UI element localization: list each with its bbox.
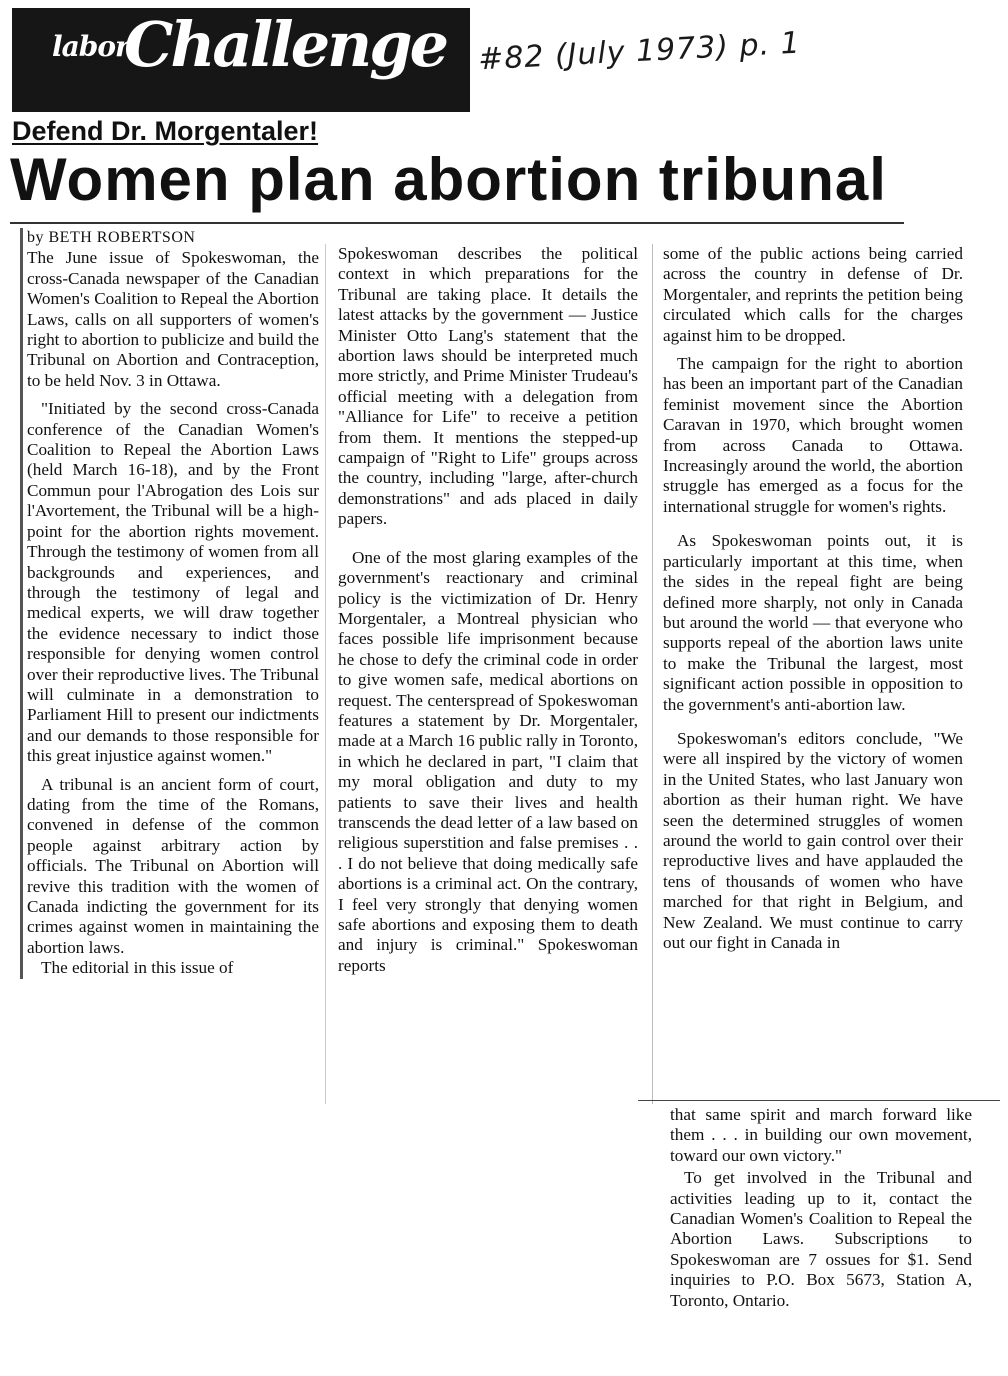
paragraph: A tribunal is an ancient form of court, dating from the time of the Romans, convened in defense of the common people against arbitrary action by officials. The Tribunal on Abortion will revive this tradition with the women of Canada indicting the government for its crimes against women in maintaining the abortion laws. xyxy=(27,774,319,957)
paragraph: One of the most glaring examples of the government's reactionary and criminal policy is the victimization of Dr. Henry Morgentaler, a Montreal physician who faces possible life imprisonment because he chose to defy the criminal code in order to give women safe, medical abortions on request. The centerspread of Spokeswoman features a statement by Dr. Morgentaler, made at a March 16 public rally in Toronto, in which he declared in part, "I claim that my moral obligation and duty to my patients to save their lives and health transcends the dead letter of a law based on religious superstition and false premises . . . I do not believe that doing medically safe abortions is a criminal act. On the contrary, I feel very strongly that denying women safe abortions and exposing them to death and injury is criminal." Spokeswoman reports xyxy=(338,547,638,975)
paragraph: The June issue of Spokeswoman, the cross-Canada newspaper of the Canadian Women's Coalition to Repeal the Abortion Laws, calls on all supporters of women's right to abortion to publicize and build the Tribunal on Abortion and Contraception, to be held Nov. 3 in Ottawa. xyxy=(27,248,319,390)
paragraph: that same spirit and march forward like them . . . in building our own movement, toward our own victory." xyxy=(670,1105,972,1165)
headline-rule xyxy=(10,222,904,224)
paragraph: Spokeswoman's editors conclude, "We were all inspired by the victory of women in the United States, who last January won abortion as their human right. We have seen the determined struggles of women around the world to gain control over their reproductive lives and have applauded the tens of thousands of women who have marched for that right in Belgium, and New Zealand. We must continue to carry out our fight in Canada in xyxy=(663,728,963,952)
paragraph: The campaign for the right to abortion has been an important part of the Canadian feminist movement since the Abortion Caravan in 1970, which brought women from across Canada to Ottawa. Increasingly around the world, the abortion struggle has emerged as a focus for the international struggle for women's rights. xyxy=(663,354,963,516)
continuation-rule xyxy=(638,1100,1000,1101)
column-3-continued xyxy=(670,1105,972,1311)
handwritten-note: #82 (July 1973) p. 1 xyxy=(477,25,802,78)
paragraph: The editorial in this issue of xyxy=(41,958,234,978)
masthead-logo xyxy=(12,8,470,112)
masthead-big: Challenge xyxy=(124,8,447,81)
headline: Women plan abortion tribunal xyxy=(10,146,887,213)
column-1 xyxy=(20,228,319,979)
kicker: Defend Dr. Morgentaler! xyxy=(12,116,319,146)
paragraph: some of the public actions being carried across the country in defense of Dr. Morgentaler, and reprints the petition being circulated which calls for the charges against him to be dropped. xyxy=(663,244,963,345)
paragraph: "Initiated by the second cross-Canada conference of the Canadian Women's Coalition to Repeal the Abortion Laws (held March 16-18), and by the Front Commun pour l'Abrogation des Lois sur l'Avortement, the Tribunal will be a high-point for the abortion rights movement. Through the testimony of women from all backgrounds and experiences, and through the testimony of legal and medical experts, we will draw together the evidence necessary to indict those responsible for denying women control over their reproductive lives. The Tribunal will culminate in a demonstration to Parliament Hill to present our indictments and our demands to those responsible for this great injustice against women." xyxy=(27,399,319,766)
byline: by BETH ROBERTSON xyxy=(27,229,196,246)
column-divider xyxy=(652,244,653,1104)
paragraph: To get involved in the Tribunal and activities leading up to it, contact the Canadian Women's Coalition to Repeal the Abortion Laws. Subscriptions to Spokeswoman are 7 ossues for $1. Send inquiries to P.O. Box 5673, Station A, Toronto, Ontario. xyxy=(670,1168,972,1310)
paragraph: Spokeswoman describes the political context in which preparations for the Tribunal are taking place. It details the latest attacks by the government — Justice Minister Otto Lang's statement that the abortion laws should be interpreted much more strictly, and Prime Minister Trudeau's official meeting with a delegation from "Alliance for Life" to receive a petition from them. It mentions the stepped-up campaign of "Right to Life" groups across the country, including "large, after-church demonstrations" and ads placed in daily papers. xyxy=(338,244,638,529)
column-divider xyxy=(325,244,326,1104)
column-2 xyxy=(338,244,638,976)
column-3 xyxy=(663,244,963,953)
masthead-small: labor xyxy=(52,30,129,63)
paragraph: As Spokeswoman points out, it is particularly important at this time, when the sides in the repeal fight are being defined more sharply, not only in Canada but around the world — that everyone who supports repeal of the abortion laws unite to make the Tribunal the largest, most significant action possible in opposition to the government's anti-abortion law. xyxy=(663,531,963,714)
